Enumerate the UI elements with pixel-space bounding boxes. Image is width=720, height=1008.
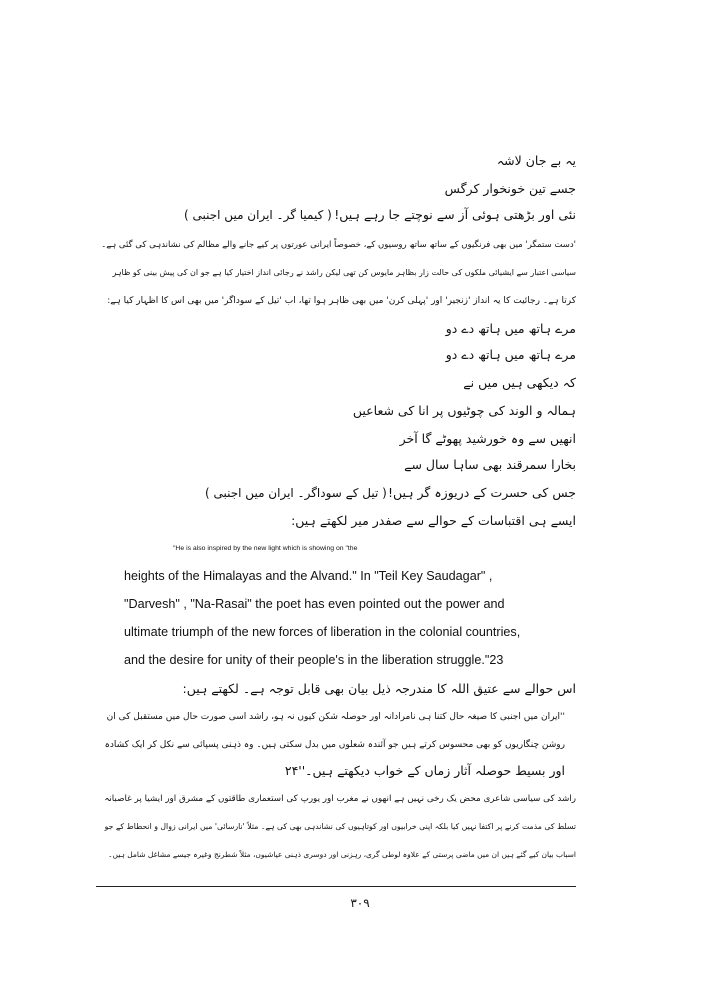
poem-line: انھیں سے وہ خورشید پھوٹے گا آخر — [399, 431, 576, 446]
paragraph-line: 'دست ستمگر' میں بھی فرنگیوں کے ساتھ ساتھ روسیوں کے، خصوصاً ایرانی عورتوں پر کیے جانے والے مظالم کی نشاندہی کی گئی ہے۔ — [101, 240, 576, 250]
poem-line: جس کی حسرت کے دریوزہ گر ہیں! — [387, 485, 576, 500]
poem-line: بخارا سمرقند بھی ساہا سال سے — [404, 457, 576, 472]
poem-line: مرے ہاتھ میں ہاتھ دے دو — [445, 321, 576, 336]
paragraph-line: اسباب بیان کیے گئے ہیں ان میں ماضی پرستی کے علاوہ لوطی گری، رہزنی اور دوسری ذہنی عیاشیوں، مثلاً شطرنج وغیرہ جیسے مشاغل شامل ہیں۔ — [108, 850, 576, 859]
page-number: ۳۰۹ — [350, 896, 370, 910]
poem-line: جسے تین خونخوار کرگس — [444, 181, 576, 196]
poem-line: مرے ہاتھ میں ہاتھ دے دو — [445, 347, 576, 362]
urdu-quote-line: اور بسیط حوصلہ آثار زماں کے خواب دیکھتے ہیں۔''۲۴ — [284, 763, 565, 778]
footer-rule — [96, 886, 576, 887]
english-quote-line: heights of the Himalayas and the Alvand." In "Teil Key Saudagar" , — [124, 569, 493, 583]
english-quote-line: and the desire for unity of their people's in the liberation struggle."23 — [124, 653, 504, 667]
citation: ( تیل کے سوداگر۔ ایران میں اجنبی ) — [205, 486, 387, 500]
intro-line: ایسے ہی اقتباسات کے حوالے سے صفدر میر لکھتے ہیں: — [291, 513, 576, 528]
poem-line: کہ دیکھی ہیں میں نے — [463, 375, 576, 390]
paragraph-line: راشد کی سیاسی شاعری محض یک رخی نہیں ہے انھوں نے مغرب اور یورپ کی استعماری طاقتوں کے مشرق اور ایشیا پر غاصبانہ — [104, 794, 576, 804]
urdu-quote-line: روشن چنگاریوں کو بھی محسوس کرتے ہیں جو آئندہ شعلوں میں بدل سکتی ہیں۔ وہ ذہنی پسپائی سے نکل کر ایک کشادہ — [104, 740, 565, 750]
urdu-quote-line: ''ایران میں اجنبی کا صیغہ حال کتنا ہی نامرادانہ اور حوصلہ شکن کیوں نہ ہو، راشد اسی صورت حال میں مستقبل کی ان — [106, 712, 565, 722]
citation: ( کیمیا گر۔ ایران میں اجنبی ) — [184, 208, 332, 222]
poem-line: ہمالہ و الوند کی چوٹیوں پر انا کی شعاعیں — [352, 403, 576, 418]
poem-line: یہ بے جان لاشہ — [496, 153, 576, 168]
english-quote-line: ultimate triumph of the new forces of liberation in the colonial countries, — [124, 625, 521, 639]
poem-line: نئی اور بڑھتی ہوئی آز سے نوچتے جا رہے ہیں! — [334, 207, 576, 222]
paragraph-line: سیاسی اعتبار سے ایشیائی ملکوں کی حالت زار بظاہر مایوس کن تھی لیکن راشد نے رجائی انداز اختیار کیا ہے جو ان کی پیش بینی کو ظاہر — [112, 268, 576, 277]
paragraph-line: تسلط کی مذمت کرنے پر اکتفا نہیں کیا بلکہ اپنی خرابیوں اور کوتاہیوں کی نشاندہی بھی کی ہے۔ مثلاً 'نارسائی' میں ایرانی زوال و انحطاط کے جو — [104, 822, 576, 831]
intro-line: اس حوالے سے عتیق اللہ کا مندرجہ ذیل بیان بھی قابل توجہ ہے۔ لکھتے ہیں: — [182, 681, 576, 696]
paragraph-line: کرتا ہے۔ رجائیت کا یہ انداز 'زنجیر' اور 'پہلی کرن' میں بھی ظاہر ہوا تھا، اب 'تیل کے سوداگر' میں بھی اس کا اظہار کیا ہے: — [107, 296, 576, 306]
english-quote-line: "Darvesh" , "Na-Rasai" the poet has even pointed out the power and — [124, 597, 505, 611]
english-quote-line: "He is also inspired by the new light which is showing on "the — [173, 545, 358, 552]
